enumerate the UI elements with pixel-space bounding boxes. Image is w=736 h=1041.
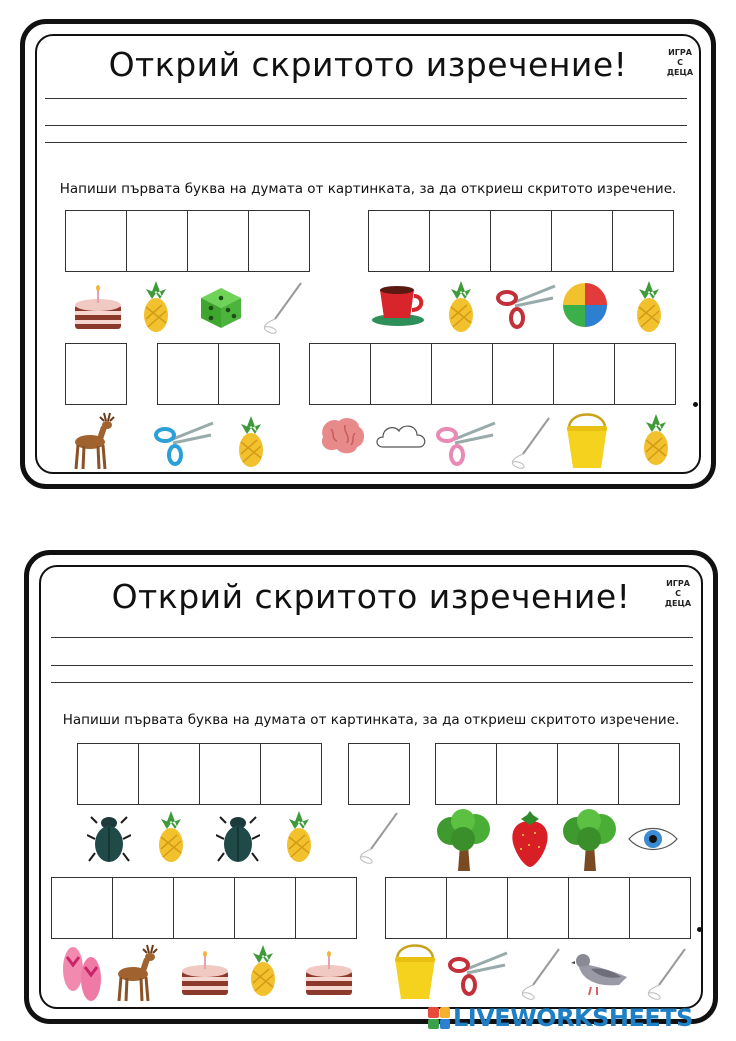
writing-line <box>45 98 687 99</box>
slippers-icon <box>59 943 105 1005</box>
letter-box[interactable] <box>218 343 280 405</box>
ball-icon <box>560 280 610 330</box>
page-title: Открий скритото изречение! <box>108 45 628 84</box>
pineapple-icon <box>631 279 667 335</box>
needle-icon <box>639 945 693 1001</box>
writing-line <box>51 682 693 683</box>
tree-icon <box>433 809 495 873</box>
liveworksheets-watermark[interactable] <box>428 1003 693 1033</box>
letter-box[interactable] <box>490 210 552 272</box>
letter-box[interactable] <box>295 877 357 939</box>
letter-box[interactable] <box>507 877 569 939</box>
deer-icon <box>113 941 165 1005</box>
watermark-text: LIVEWORKSHEETS <box>453 1004 693 1032</box>
logo-text-line: ИГРА <box>666 579 690 588</box>
tree-icon <box>559 809 621 873</box>
period-dot <box>697 927 702 932</box>
cake-icon <box>177 945 233 1001</box>
letter-box[interactable] <box>348 743 410 805</box>
letter-box[interactable] <box>65 343 127 405</box>
period-dot <box>693 402 698 407</box>
letter-box[interactable] <box>199 743 261 805</box>
worksheet-card-1 <box>20 19 716 489</box>
letter-box[interactable] <box>431 343 493 405</box>
logo-icon <box>663 48 697 82</box>
instruction-text: Напиши първата буква на думата от картинката, за да откриеш скритото изречение. <box>62 712 680 728</box>
letter-box[interactable] <box>385 877 447 939</box>
dice-icon <box>195 282 245 332</box>
page-title: Открий скритото изречение! <box>111 577 631 616</box>
letter-box[interactable] <box>568 877 630 939</box>
writing-line <box>45 125 687 126</box>
logo-text-line: ИГРА <box>668 48 692 57</box>
letter-box[interactable] <box>173 877 235 939</box>
letter-box[interactable] <box>157 343 219 405</box>
liveworksheets-logo-icon <box>428 1007 450 1029</box>
pineapple-icon <box>638 412 674 468</box>
letter-box[interactable] <box>435 743 497 805</box>
eye-icon <box>627 823 679 855</box>
needle-icon <box>503 414 557 470</box>
writing-line <box>45 142 687 143</box>
letter-box[interactable] <box>187 210 249 272</box>
letter-box[interactable] <box>446 877 508 939</box>
cup-icon <box>370 280 426 328</box>
instruction-text: Напиши първата буква на думата от картинката, за да откриеш скритото изречение. <box>59 181 677 197</box>
scissors-icon <box>495 280 557 330</box>
pineapple-icon <box>281 809 317 865</box>
letter-box[interactable] <box>618 743 680 805</box>
bucket-icon <box>391 941 439 1001</box>
letter-box[interactable] <box>551 210 613 272</box>
needle-icon <box>255 279 309 335</box>
letter-box[interactable] <box>629 877 691 939</box>
cake-icon <box>70 279 126 335</box>
logo-icon <box>661 579 695 613</box>
needle-icon <box>513 945 567 1001</box>
pineapple-icon <box>233 414 269 470</box>
bucket-icon <box>563 410 611 470</box>
pineapple-icon <box>245 943 281 999</box>
letter-box[interactable] <box>234 877 296 939</box>
letter-box[interactable] <box>492 343 554 405</box>
letter-box[interactable] <box>557 743 619 805</box>
letter-box[interactable] <box>368 210 430 272</box>
logo-text-line: С <box>677 58 683 67</box>
letter-box[interactable] <box>65 210 127 272</box>
pineapple-icon <box>443 279 479 335</box>
logo-text-line: ДЕЦА <box>664 599 692 608</box>
scissors-icon <box>435 417 497 467</box>
letter-box[interactable] <box>126 210 188 272</box>
brain-icon <box>317 415 367 459</box>
letter-box[interactable] <box>260 743 322 805</box>
letter-box[interactable] <box>429 210 491 272</box>
logo-text-line: ДЕЦА <box>666 68 694 77</box>
letter-box[interactable] <box>496 743 558 805</box>
logo-text-line: С <box>675 589 681 598</box>
letter-box[interactable] <box>612 210 674 272</box>
pineapple-icon <box>138 279 174 335</box>
deer-icon <box>70 409 122 473</box>
cake-icon <box>301 945 357 1001</box>
letter-box[interactable] <box>112 877 174 939</box>
letter-box[interactable] <box>370 343 432 405</box>
writing-line <box>51 637 693 638</box>
beetle-icon <box>216 809 260 867</box>
pigeon-icon <box>569 947 629 999</box>
letter-box[interactable] <box>553 343 615 405</box>
letter-box[interactable] <box>614 343 676 405</box>
letter-box[interactable] <box>77 743 139 805</box>
letter-box[interactable] <box>138 743 200 805</box>
letter-box[interactable] <box>309 343 371 405</box>
worksheet-card-2 <box>24 550 718 1024</box>
pineapple-icon <box>153 809 189 865</box>
cloud-icon <box>373 419 429 453</box>
writing-line <box>51 665 693 666</box>
scissors-icon <box>153 417 215 467</box>
letter-box[interactable] <box>51 877 113 939</box>
scissors-icon <box>447 947 509 997</box>
letter-box[interactable] <box>248 210 310 272</box>
needle-icon <box>351 809 405 865</box>
beetle-icon <box>87 809 131 867</box>
strawberry-icon <box>507 811 553 869</box>
